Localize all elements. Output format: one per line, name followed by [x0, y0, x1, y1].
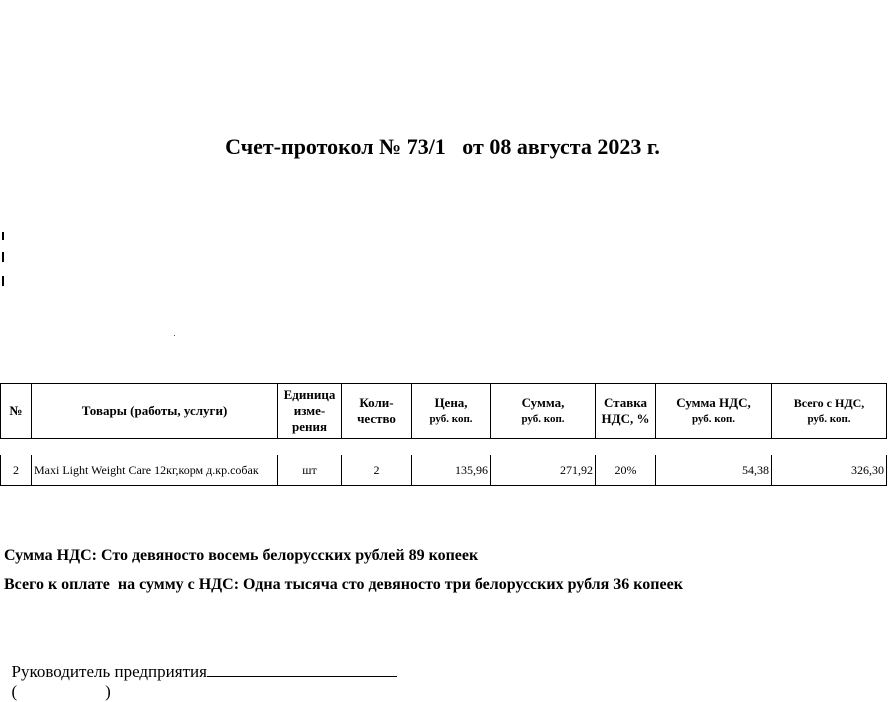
cell-amount: 271,92	[491, 455, 596, 486]
signature-underline	[207, 662, 397, 677]
stray-dot	[174, 335, 175, 336]
edge-marks	[0, 230, 8, 290]
cell-vat-rate: 20%	[596, 455, 656, 486]
header-price: Цена, руб. коп.	[412, 384, 491, 439]
cell-unit: шт	[278, 455, 342, 486]
vat-sum-text: Сумма НДС: Сто девяносто восемь белорусских рублей 89 копеек	[4, 547, 479, 564]
signature-label: Руководитель предприятия	[11, 662, 207, 681]
header-total: Всего с НДС, руб. коп.	[772, 384, 887, 439]
header-amount: Сумма, руб. коп.	[491, 384, 596, 439]
signature-open-paren: (	[11, 682, 18, 701]
table-header-row	[1, 384, 887, 439]
table-row	[1, 455, 887, 486]
document-title: Счет-протокол № 73/1 от 08 августа 2023 г.	[225, 134, 660, 159]
signature-close-paren: )	[105, 682, 111, 701]
cell-total: 326,30	[772, 455, 887, 486]
cell-num: 2	[1, 455, 32, 486]
header-num: №	[1, 384, 32, 439]
table-spacer-row	[1, 439, 887, 456]
header-vat-sum: Сумма НДС, руб. коп.	[656, 384, 772, 439]
header-unit: Единица изме- рения	[278, 384, 342, 439]
cell-name: Maxi Light Weight Care 12кг,корм д.кр.собак	[32, 455, 278, 486]
items-table	[0, 383, 887, 486]
signature-line	[3, 642, 397, 702]
header-vat-rate: Ставка НДС, %	[596, 384, 656, 439]
cell-vat-sum: 54,38	[656, 455, 772, 486]
header-qty: Коли- чество	[342, 384, 412, 439]
cell-qty: 2	[342, 455, 412, 486]
total-sum-text: Всего к оплате на сумму с НДС: Одна тысяча сто девяносто три белорусских рубля 36 копеек	[4, 576, 683, 593]
cell-price: 135,96	[412, 455, 491, 486]
header-goods: Товары (работы, услуги)	[32, 384, 278, 439]
